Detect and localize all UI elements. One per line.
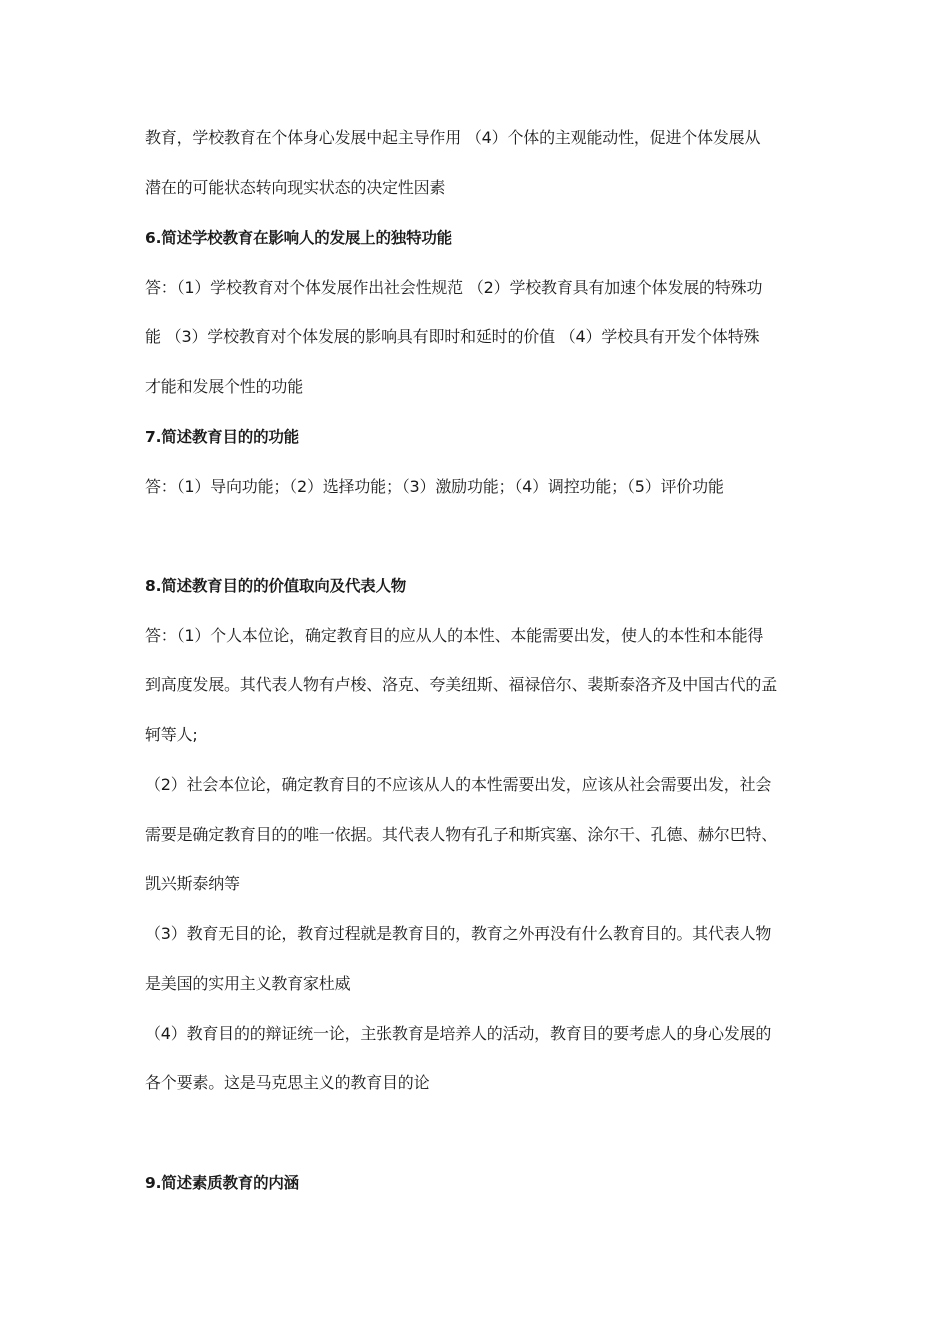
paragraph-line: 才能和发展个性的功能 [145,377,304,396]
paragraph-line: 是美国的实用主义教育家杜威 [145,974,351,993]
section-heading-6: 6.简述学校教育在影响人的发展上的独特功能 [145,229,452,247]
paragraph-line: 答：（1）导向功能；（2）选择功能；（3）激励功能；（4）调控功能；（5）评价功能 [145,477,724,496]
section-heading-7: 7.简述教育目的的功能 [145,428,299,446]
paragraph-line: 需要是确定教育目的的唯一依据。其代表人物有孔子和斯宾塞、涂尔干、孔德、赫尔巴特、 [145,825,778,844]
paragraph-line: （3）教育无目的论，教育过程就是教育目的，教育之外再没有什么教育目的。其代表人物 [145,924,772,943]
paragraph-line: 各个要素。这是马克思主义的教育目的论 [145,1073,430,1092]
paragraph-line: 到高度发展。其代表人物有卢梭、洛克、夸美纽斯、福禄倍尔、裴斯泰洛齐及中国古代的孟 [145,675,778,694]
paragraph-line: （4）教育目的的辩证统一论，主张教育是培养人的活动，教育目的要考虑人的身心发展的 [145,1024,772,1043]
paragraph-line: 教育，学校教育在个体身心发展中起主导作用 （4）个体的主观能动性，促进个体发展从 [145,128,761,147]
paragraph-line: 轲等人; [145,725,198,744]
paragraph-line: （2）社会本位论，确定教育目的不应该从人的本性需要出发，应该从社会需要出发，社会 [145,775,772,794]
paragraph-line: 答：（1）个人本位论，确定教育目的应从人的本性、本能需要出发，使人的本性和本能得 [145,626,764,645]
section-heading-8: 8.简述教育目的的价值取向及代表人物 [145,577,407,595]
section-heading-9: 9.简述素质教育的内涵 [145,1174,299,1192]
paragraph-line: 答：（1）学校教育对个体发展作出社会性规范 （2）学校教育具有加速个体发展的特殊功 [145,278,763,297]
paragraph-line: 潜在的可能状态转向现实状态的决定性因素 [145,178,446,197]
paragraph-line: 能 （3）学校教育对个体发展的影响具有即时和延时的价值 （4）学校具有开发个体特殊 [145,327,760,346]
paragraph-line: 凯兴斯泰纳等 [145,874,240,893]
